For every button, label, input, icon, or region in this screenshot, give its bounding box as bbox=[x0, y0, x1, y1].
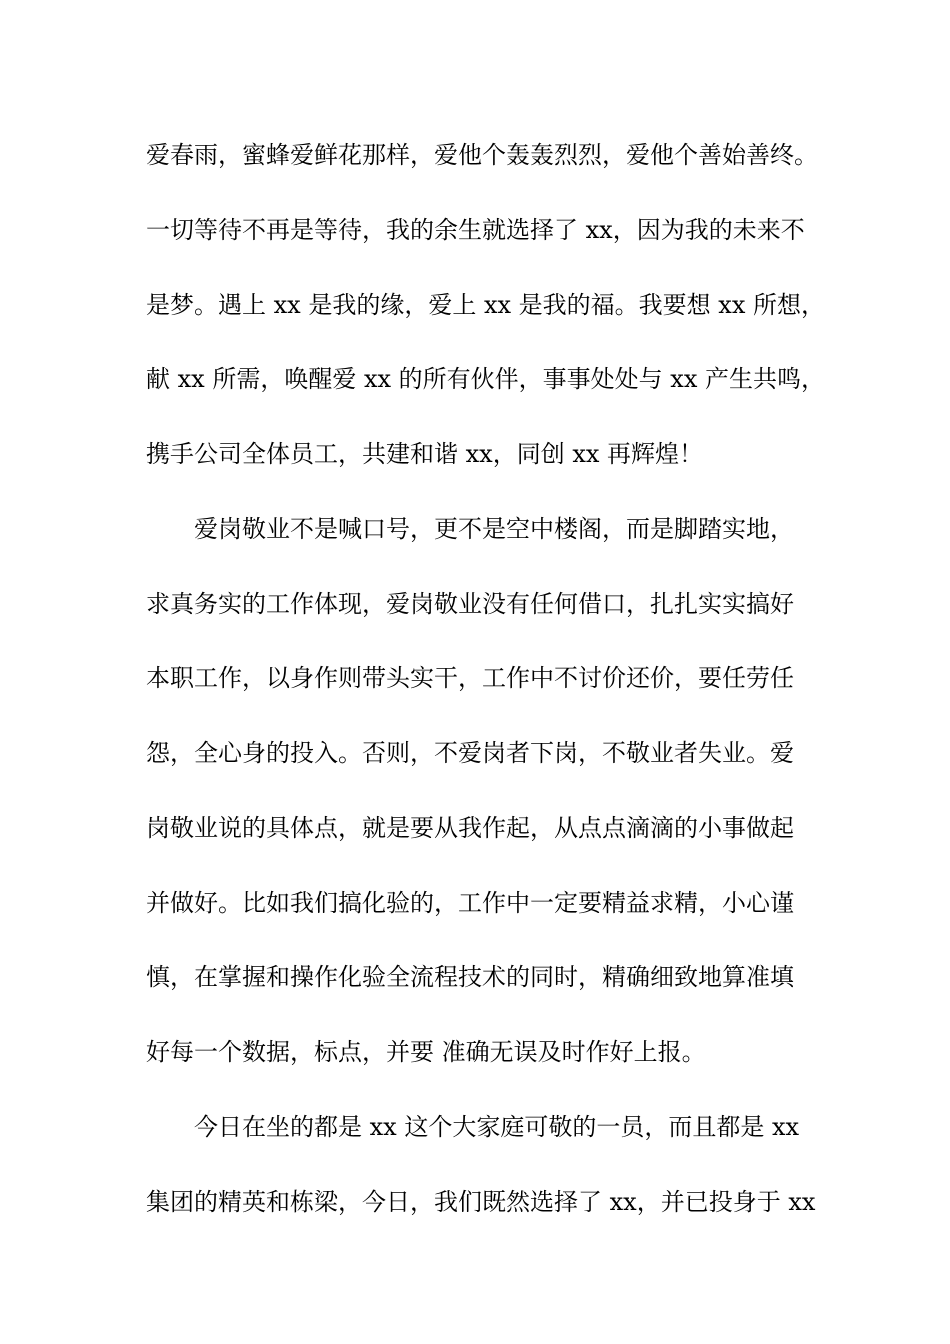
text-line: 爱春雨，蜜蜂爱鲜花那样，爱他个轰轰烈烈，爱他个善始善终。 bbox=[146, 141, 818, 169]
text-line: 集团的精英和栋梁，今日，我们既然选择了 xx，并已投身于 xx bbox=[146, 1188, 816, 1216]
text-line: 岗敬业说的具体点，就是要从我作起，从点点滴滴的小事做起 bbox=[146, 814, 794, 842]
paragraph-first-line: 今日在坐的都是 xx 这个大家庭可敬的一员，而且都是 xx bbox=[194, 1113, 800, 1141]
text-line: 一切等待不再是等待，我的余生就选择了 xx，因为我的未来不 bbox=[146, 216, 805, 244]
text-line: 慎，在掌握和操作化验全流程技术的同时，精确细致地算准填 bbox=[146, 963, 794, 991]
text-line: 怨，全心身的投入。否则，不爱岗者下岗，不敬业者失业。爱 bbox=[146, 739, 794, 767]
text-line: 献 xx 所需，唤醒爱 xx 的所有伙伴，事事处处与 xx 产生共鸣， bbox=[146, 365, 825, 393]
text-line: 是梦。遇上 xx 是我的缘，爱上 xx 是我的福。我要想 xx 所想， bbox=[146, 291, 825, 319]
text-line: 并做好。比如我们搞化验的，工作中一定要精益求精，小心谨 bbox=[146, 889, 794, 917]
paragraph-first-line: 爱岗敬业不是喊口号，更不是空中楼阁，而是脚踏实地， bbox=[194, 515, 794, 543]
text-line: 求真务实的工作体现，爱岗敬业没有任何借口，扎扎实实搞好 bbox=[146, 590, 794, 618]
text-line: 携手公司全体员工，共建和谐 xx，同创 xx 再辉煌！ bbox=[146, 440, 704, 468]
text-line: 好每一个数据，标点，并要 准确无误及时作好上报。 bbox=[146, 1038, 706, 1066]
text-line: 本职工作，以身作则带头实干，工作中不讨价还价，要任劳任 bbox=[146, 664, 794, 692]
